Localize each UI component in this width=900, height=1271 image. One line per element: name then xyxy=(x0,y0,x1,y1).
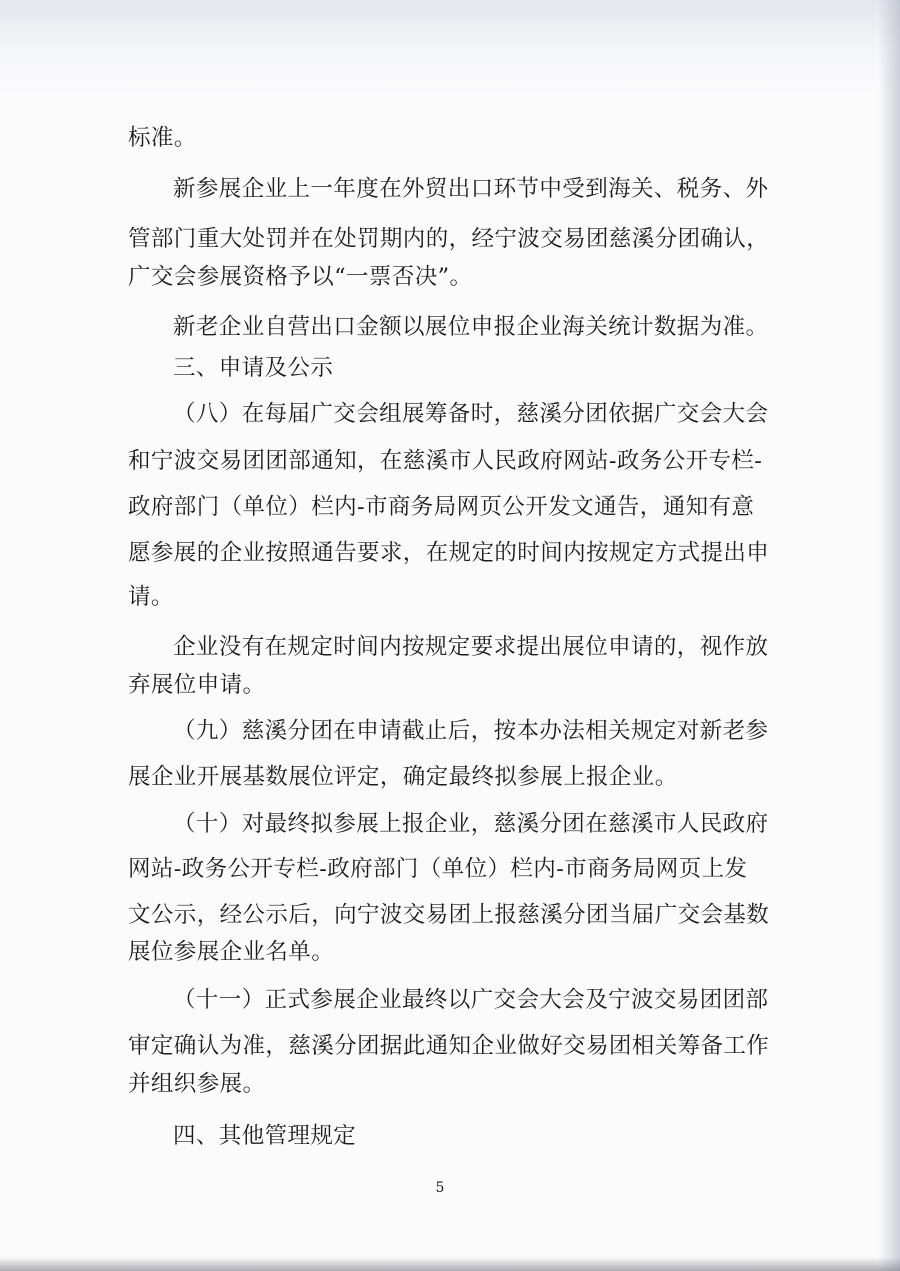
paragraph-start: （九）慈溪分团在申请截止后，按本办法相关规定对新老参 xyxy=(173,718,769,744)
scan-shadow-bottom xyxy=(0,1257,900,1271)
text-line: 标准。 xyxy=(128,125,197,151)
text-line: 网站-政务公开专栏-政府部门（单位）栏内-市商务局网页上发 xyxy=(128,856,748,882)
paragraph-start: 新参展企业上一年度在外贸出口环节中受到海关、税务、外 xyxy=(173,176,769,202)
text-line: 审定确认为准，慈溪分团据此通知企业做好交易团相关筹备工作 xyxy=(128,1033,770,1059)
text-line: 并组织参展。 xyxy=(128,1071,266,1097)
paragraph-start: （十一）正式参展企业最终以广交会大会及宁波交易团团部 xyxy=(173,987,769,1013)
scan-shadow-top xyxy=(0,0,900,95)
text-line: 和宁波交易团团部通知，在慈溪市人民政府网站-政务公开专栏- xyxy=(128,448,763,474)
text-line: 弃展位申请。 xyxy=(128,672,266,698)
paragraph-start: 新老企业自营出口金额以展位申报企业海关统计数据为准。 xyxy=(173,314,769,340)
text-line: 广交会参展资格予以“一票否决”。 xyxy=(128,264,473,290)
text-line: 请。 xyxy=(128,584,174,610)
section-heading: 三、申请及公示 xyxy=(173,355,334,381)
paragraph-start: （八）在每届广交会组展筹备时，慈溪分团依据广交会大会 xyxy=(173,401,769,427)
text-line: 文公示，经公示后，向宁波交易团上报慈溪分团当届广交会基数 xyxy=(128,902,770,928)
text-line: 管部门重大处罚并在处罚期内的，经宁波交易团慈溪分团确认， xyxy=(128,226,770,252)
scan-shadow-right xyxy=(878,0,900,1271)
text-line: 愿参展的企业按照通告要求，在规定的时间内按规定方式提出申 xyxy=(128,540,770,566)
paragraph-start: （十）对最终拟参展上报企业，慈溪分团在慈溪市人民政府 xyxy=(173,811,769,837)
text-line: 展位参展企业名单。 xyxy=(128,939,335,965)
page-number: 5 xyxy=(435,1180,445,1196)
paragraph-start: 企业没有在规定时间内按规定要求提出展位申请的，视作放 xyxy=(173,634,769,660)
section-heading: 四、其他管理规定 xyxy=(173,1123,357,1149)
text-line: 展企业开展基数展位评定，确定最终拟参展上报企业。 xyxy=(128,764,678,790)
text-line: 政府部门（单位）栏内-市商务局网页公开发文通告，通知有意 xyxy=(128,494,755,520)
